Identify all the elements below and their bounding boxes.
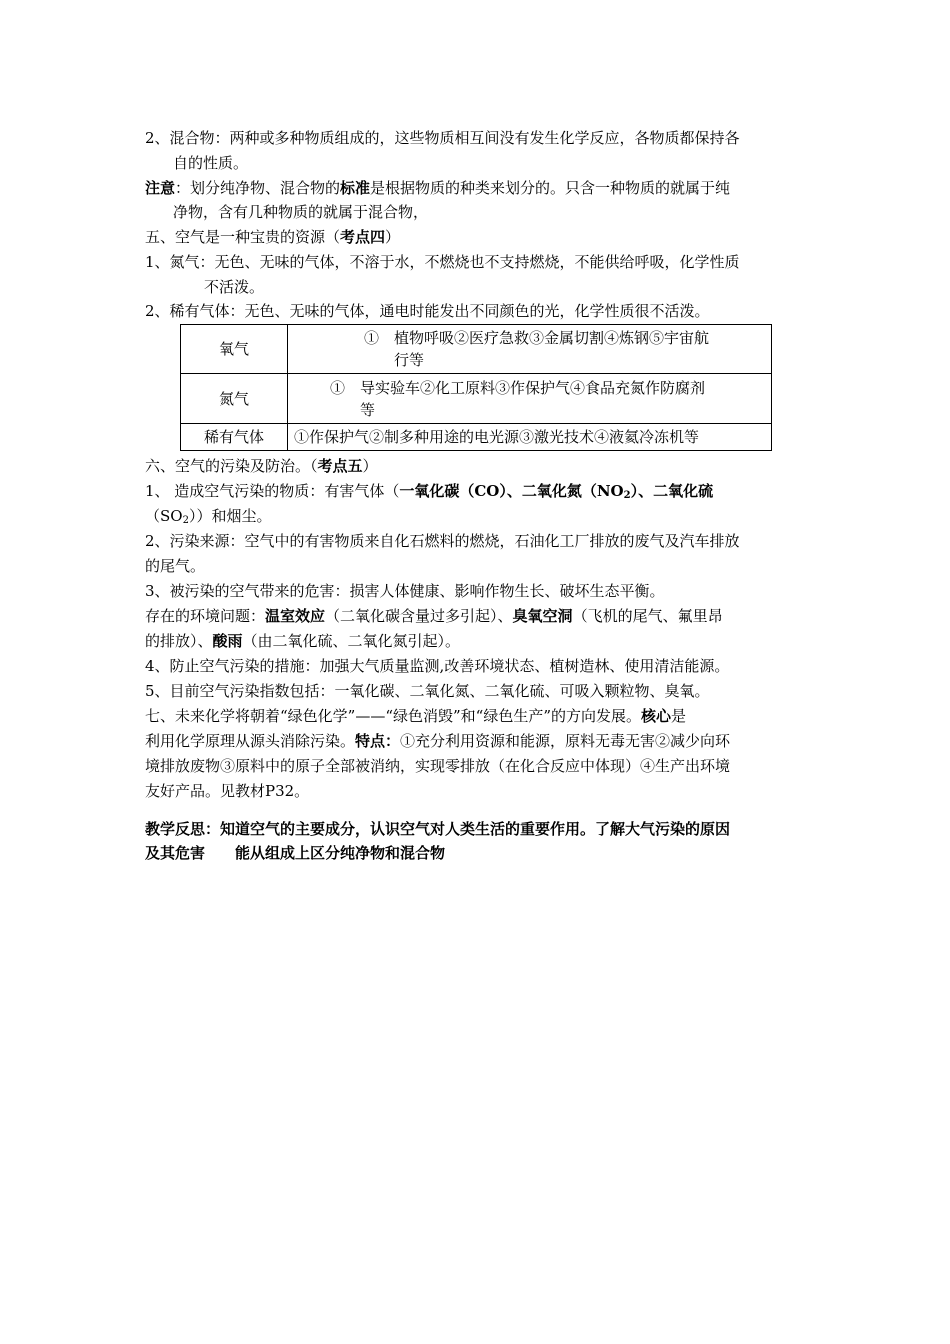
section7-text: 七、未来化学将朝着“绿色化学”——“绿色消毁”和“绿色生产”的方向发展。 (145, 707, 642, 725)
env-text-2: （二氧化碳含量过多引起）、 (325, 607, 513, 625)
pollutant-gases-bold: 一氧化碳（CO）、二氧化氮（NO (399, 482, 624, 500)
section7-line-3: 境排放废物③原料中的原子全部被消纳，实现零排放（在化合反应中体现）④生产出环境 (145, 757, 731, 775)
so2-text: （SO (145, 507, 183, 525)
index-line: 5、目前空气污染指数包括：一氧化碳、二氧化氮、二氧化硫、可吸入颗粒物、臭氧。 (145, 682, 710, 700)
env-problems-line-1 (145, 605, 723, 627)
section7-line-4: 友好产品。见教材P32。 (145, 782, 310, 800)
table-row (181, 374, 772, 424)
harm-line: 3、被污染的空气带来的危害：损害人体健康、影响作物生长、破坏生态平衡。 (145, 582, 665, 600)
features-bold: 特点： (355, 732, 401, 750)
section6-title-close: ） (362, 457, 378, 475)
section6-title (145, 455, 378, 477)
gas-use-cell (288, 325, 772, 374)
section5-title (145, 226, 400, 248)
pollutant-line-2 (145, 505, 271, 532)
note-text-b: 是根据物质的种类来划分的。只含一种物质的就属于纯 (370, 179, 731, 197)
gas-use-line-1: ① 导实验车②化工原料③作保护气④食品充氮作防腐剂 (330, 378, 706, 397)
note-line-2: 净物，含有几种物质的就属于混合物， (173, 203, 429, 221)
note-label: 注意 (145, 179, 176, 197)
source-line-1: 2、污染来源：空气中的有害物质来自化石燃料的燃烧，石油化工厂排放的废气及汽车排放 (145, 532, 740, 550)
gas-uses-table (180, 324, 772, 451)
section6-title-keypoint: 考点五 (317, 457, 363, 475)
gas-use-line-2: 行等 (394, 351, 425, 369)
note-text-a: ：划分纯净物、混合物的 (175, 179, 341, 197)
gas-use-cell (288, 424, 772, 451)
env-text-3: （飞机的尾气、氟里昂 (572, 607, 723, 625)
gas-use-line-1: ① 植物呼吸②医疗急救③金属切割④炼钢⑤宇宙航 (364, 329, 710, 347)
gas-use-cell (288, 374, 772, 424)
subscript: 2 (182, 515, 189, 526)
section7-text-2: 利用化学原理从源头消除污染。 (145, 732, 356, 750)
subscript: 2 (623, 490, 631, 501)
env-text-4: 的排放）、 (145, 632, 213, 650)
section7-line-2 (145, 730, 730, 752)
section5-title-text: 五、空气是一种宝贵的资源（ (145, 228, 341, 246)
source-line-2: 的尾气。 (145, 557, 206, 575)
gas-use-line-1: ①作保护气②制多种用途的电光源③激光技术④液氦冷冻机等 (294, 428, 700, 446)
env-problems-line-2 (145, 630, 460, 652)
pollutant-gases-bold-2: ）、二氧化硫 (630, 482, 714, 500)
so2-text-end: ））和烟尘。 (188, 507, 272, 525)
prevention-line: 4、防止空气污染的措施：加强大气质量监测,改善环境状态、植树造林、使用清洁能源。 (145, 657, 730, 675)
note-line-1 (145, 177, 730, 199)
pollutant-text: 1、 造成空气污染的物质：有害气体（ (145, 482, 400, 500)
mixture-line-2: 自的性质。 (173, 154, 249, 172)
section7-line-1 (145, 705, 686, 727)
gas-name-cell: 氧气 (181, 325, 288, 374)
section6-title-text: 六、空气的污染及防治。（ (145, 457, 318, 475)
nitrogen-line-2: 不活泼。 (204, 278, 265, 296)
rare-gas-line: 2、稀有气体：无色、无味的气体，通电时能发出不同颜色的光，化学性质很不活泼。 (145, 302, 710, 320)
env-text-5: （由二氧化硫、二氧化氮引起）。 (242, 632, 461, 650)
gas-name-cell: 稀有气体 (181, 424, 288, 451)
acid-rain-bold: 酸雨 (212, 632, 243, 650)
table-row (181, 424, 772, 451)
reflection-line-1: 教学反思：知道空气的主要成分，认识空气对人类生活的重要作用。了解大气污染的原因 (145, 820, 731, 838)
gas-use-line-2: 等 (360, 400, 376, 419)
note-bold-standard: 标准 (340, 179, 371, 197)
ozone-hole-bold: 臭氧空洞 (512, 607, 573, 625)
mixture-line-1: 2、混合物：两种或多种物质组成的，这些物质相互间没有发生化学反应，各物质都保持各 (145, 129, 740, 147)
section5-title-close: ） (385, 228, 401, 246)
section5-title-keypoint: 考点四 (340, 228, 386, 246)
section7-text-end: 是 (671, 707, 687, 725)
core-bold: 核心 (641, 707, 672, 725)
greenhouse-bold: 温室效应 (265, 607, 326, 625)
pollutant-line-1 (145, 480, 713, 507)
gas-name-cell: 氮气 (181, 374, 288, 424)
nitrogen-line-1: 1、氮气：无色、无味的气体，不溶于水，不燃烧也不支持燃烧，不能供给呼吸，化学性质 (145, 253, 740, 271)
env-text: 存在的环境问题： (145, 607, 266, 625)
section7-text-3: ①充分利用资源和能源，原料无毒无害②减少向环 (400, 732, 731, 750)
table-row (181, 325, 772, 374)
reflection-line-2: 及其危害 能从组成上区分纯净物和混合物 (145, 844, 446, 862)
